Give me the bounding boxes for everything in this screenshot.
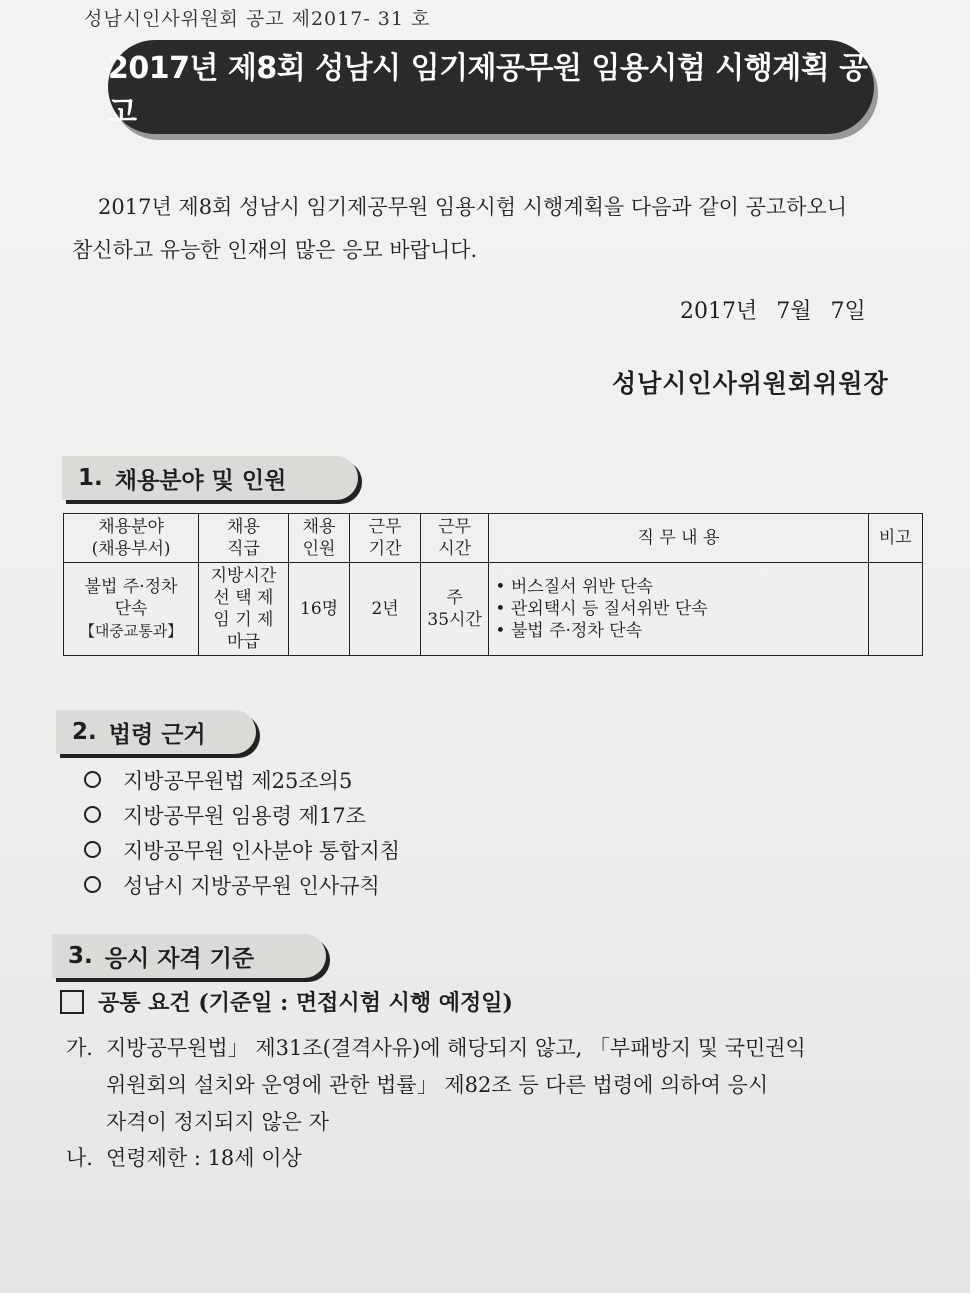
notice-number: 성남시인사위원회 공고 제2017- 31 호: [84, 8, 431, 30]
circle-bullet-icon: [84, 876, 101, 893]
cell-hours: 주 35시간: [420, 563, 489, 656]
circle-bullet-icon: [84, 771, 101, 788]
list-item: 성남시 지방공무원 인사규칙: [80, 867, 400, 902]
duty-item: • 관외택시 등 질서위반 단속: [495, 598, 864, 620]
circle-bullet-icon: [84, 806, 101, 823]
signer: 성남시인사위원회위원장: [612, 369, 889, 398]
header-duties: 직 무 내 용: [489, 514, 868, 563]
intro-line-1: 2017년 제8회 성남시 임기제공무원 임용시험 시행계획을 다음과 같이 공고하오니: [98, 195, 848, 219]
cell-field: 불법 주·정차 단속 【대중교통과】: [64, 563, 199, 656]
header-count: 채용 인원: [288, 514, 350, 563]
section-title: 법령 근거: [108, 721, 206, 748]
circle-bullet-icon: [84, 841, 101, 858]
list-item: 지방공무원 인사분야 통합지침: [80, 832, 400, 867]
cell-count: 16명: [288, 563, 350, 656]
section-heading-recruitment: [62, 456, 358, 500]
header-grade: 채용 직급: [199, 514, 289, 563]
square-bullet-icon: [60, 990, 84, 1014]
list-item: 지방공무원법 제25조의5: [80, 762, 400, 797]
cell-period: 2년: [350, 563, 421, 656]
section-title: 응시 자격 기준: [104, 945, 255, 972]
header-remarks: 비고: [868, 514, 923, 563]
section-heading-eligibility: [52, 934, 326, 978]
header-hours: 근무 시간: [420, 514, 489, 563]
cell-remarks: [868, 563, 923, 656]
title-banner: [108, 40, 874, 134]
requirement-ga: 가. 지방공무원법」 제31조(결격사유)에 해당되지 않고, 「부패방지 및 국민권익 위원회의 설치와 운영에 관한 법률」 제82조 등 다른 법령에 의하여 응시 자격이 정지되지 않은 자: [66, 1036, 806, 1134]
document-title: 2017년 제8회 성남시 임기제공무원 임용시험 시행계획 공고: [108, 51, 868, 130]
duty-item: • 불법 주·정차 단속: [495, 620, 864, 642]
section-title: 채용분야 및 인원: [114, 467, 287, 494]
section-heading-legal-basis: [56, 710, 256, 754]
requirement-na: 나. 연령제한 : 18세 이상: [66, 1146, 302, 1170]
section-number: 3.: [68, 943, 93, 969]
cell-duties: [489, 563, 868, 656]
table-header-row: [64, 514, 923, 563]
common-requirements-heading: 공통 요건 (기준일 : 면접시험 시행 예정일): [60, 986, 513, 1017]
header-field: 채용분야 (채용부서): [64, 514, 199, 563]
list-item: 지방공무원 임용령 제17조: [80, 797, 400, 832]
intro-paragraph: [72, 186, 902, 272]
table-row: [64, 563, 923, 656]
duty-item: • 버스질서 위반 단속: [495, 576, 864, 598]
section-number: 1.: [78, 465, 103, 491]
cell-grade: 지방시간 선 택 제 임 기 제 마급: [199, 563, 289, 656]
department: 【대중교통과】: [79, 622, 183, 640]
header-period: 근무 기간: [350, 514, 421, 563]
law-list: [80, 762, 400, 902]
notice-date: 2017년 7월 7일: [680, 299, 866, 324]
intro-line-2: 참신하고 유능한 인재의 많은 응모 바랍니다.: [72, 238, 478, 262]
section-number: 2.: [72, 719, 97, 745]
recruitment-table: [63, 513, 923, 656]
